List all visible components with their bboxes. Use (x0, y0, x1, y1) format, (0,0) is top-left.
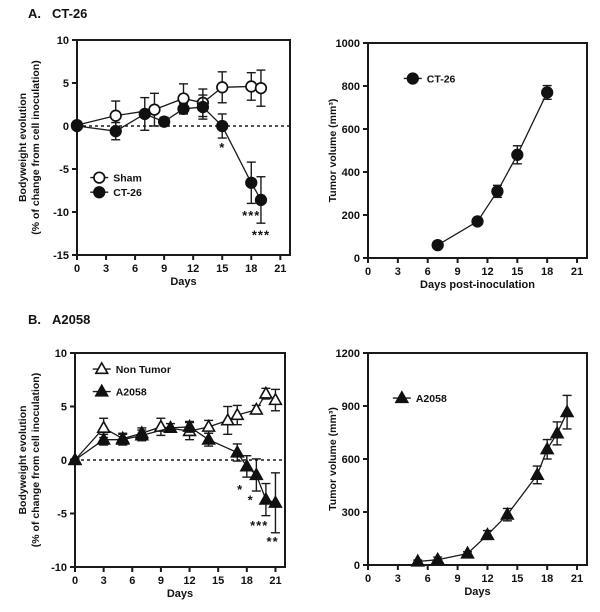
x-tick-label: 12 (481, 573, 494, 585)
data-point-ct-26-filled-circle-marker (512, 150, 523, 161)
x-tick-label: 15 (511, 266, 524, 278)
y-tick-label: 0 (353, 253, 360, 265)
x-axis-title: Days post-inoculation (420, 279, 535, 291)
legend-label: A2058 (115, 386, 147, 399)
data-point-a2058-filled-triangle-marker (260, 493, 272, 504)
x-axis (74, 255, 287, 275)
y-tick-label: 900 (341, 401, 360, 413)
series-ct-26 (432, 86, 552, 251)
data-point-ct-26-filled-circle-marker (72, 121, 83, 132)
y-tick-label: -15 (53, 250, 69, 262)
x-tick-label: 21 (570, 573, 584, 585)
data-point-a2058-filled-triangle-marker (531, 469, 543, 480)
significance-asterisks: * (247, 492, 254, 508)
significance-asterisks: *** (251, 227, 271, 243)
x-tick-label: 6 (424, 266, 431, 278)
y-axis-title: (% of change from cell inoculation) (30, 372, 42, 548)
x-tick-label: 12 (183, 575, 196, 587)
legend-label: A2058 (415, 392, 447, 405)
chart-a2058-bodyweight (0, 306, 300, 612)
x-tick-label: 15 (212, 575, 225, 587)
y-tick-label: 1200 (335, 348, 360, 360)
series-a2058 (412, 392, 573, 565)
legend-open-triangle-marker (96, 363, 108, 374)
data-point-a2058-filled-triangle-marker (561, 406, 573, 417)
x-tick-label: 3 (102, 263, 110, 275)
y-tick-label: -5 (57, 508, 67, 521)
y-tick-label: 600 (341, 124, 360, 136)
x-tick-label: 18 (541, 266, 554, 278)
y-tick-label: -5 (59, 164, 69, 176)
x-tick-label: 15 (216, 263, 229, 275)
data-point-a2058-filled-triangle-marker (231, 446, 243, 457)
x-tick-label: 21 (570, 266, 584, 278)
data-point-sham-open-circle-marker (246, 81, 257, 92)
data-point-a2058-filled-triangle-marker (203, 433, 215, 444)
legend-filled-circle-marker (94, 187, 105, 198)
data-point-ct-26-filled-circle-marker (198, 102, 209, 113)
chart-ct26-bodyweight (0, 0, 300, 306)
data-point-a2058-filled-triangle-marker (551, 427, 563, 438)
data-point-sham-open-circle-marker (178, 93, 189, 104)
significance-asterisks: *** (242, 207, 261, 223)
x-axis (365, 258, 583, 278)
plot-frame (368, 353, 587, 565)
y-tick-label: 10 (56, 35, 69, 47)
panel-a-label: A. (28, 6, 41, 21)
x-tick-label: 0 (364, 266, 372, 278)
data-point-ct-26-filled-circle-marker (178, 104, 189, 115)
x-tick-label: 21 (269, 575, 282, 587)
panel-a-title: CT-26 (52, 6, 88, 21)
significance-asterisks: *** (250, 518, 269, 534)
y-tick-label: -10 (53, 207, 69, 219)
legend-item-a2058 (93, 385, 147, 398)
series-a2058 (69, 421, 281, 533)
y-tick-label: 600 (341, 454, 360, 466)
chart-a2058-tumor-volume (300, 306, 600, 612)
series-line-ct-26 (438, 92, 548, 245)
panel-b-title: A2058 (52, 312, 91, 327)
x-tick-label: 9 (454, 266, 461, 278)
legend-item-a2058 (393, 392, 447, 405)
data-point-a2058-filled-triangle-marker (98, 433, 110, 444)
x-tick-label: 12 (187, 263, 200, 275)
x-tick-label: 3 (394, 573, 401, 585)
y-tick-label: 5 (62, 78, 69, 90)
data-point-ct-26-filled-circle-marker (139, 109, 150, 120)
x-axis-title: Days (170, 276, 197, 288)
x-axis-title: Days (166, 588, 194, 600)
series-ct-26 (72, 95, 267, 223)
legend-filled-triangle-marker (96, 385, 108, 396)
x-tick-label: 21 (274, 263, 287, 275)
data-point-ct-26-filled-circle-marker (246, 177, 257, 188)
y-axis-title: Tumor volume (mm³) (327, 407, 339, 511)
data-point-ct-26-filled-circle-marker (542, 87, 553, 98)
data-point-sham-open-circle-marker (256, 83, 267, 94)
x-tick-label: 3 (100, 575, 107, 587)
y-axis (53, 35, 77, 262)
y-axis-title: Tumor volume (mm³) (327, 98, 339, 203)
data-point-sham-open-circle-marker (217, 82, 228, 93)
legend-filled-triangle-marker (396, 392, 408, 403)
x-axis-title: Days (464, 586, 491, 598)
x-tick-label: 0 (364, 573, 372, 585)
data-point-ct-26-filled-circle-marker (159, 116, 170, 127)
y-axis (336, 348, 368, 572)
significance-asterisks: * (219, 139, 226, 155)
y-axis-title: Bodyweight evolution (17, 92, 29, 203)
y-tick-label: 300 (341, 507, 360, 519)
significance-asterisks: * (237, 481, 244, 497)
y-tick-label: 200 (341, 210, 360, 222)
x-tick-label: 6 (129, 575, 136, 587)
legend-filled-circle-marker (407, 73, 418, 84)
x-axis (365, 565, 583, 585)
legend-item-sham (90, 172, 142, 184)
y-tick-label: 0 (353, 560, 360, 572)
legend-open-circle-marker (94, 172, 105, 183)
x-tick-label: 0 (73, 263, 81, 275)
y-tick-label: 10 (54, 348, 67, 360)
y-axis (336, 38, 368, 265)
data-point-a2058-filled-triangle-marker (541, 443, 553, 454)
y-tick-label: 5 (60, 401, 67, 414)
x-tick-label: 6 (132, 263, 139, 275)
panel-b-label: B. (28, 312, 41, 327)
x-tick-label: 3 (394, 266, 401, 278)
data-point-non-tumor-open-triangle-marker (270, 394, 282, 405)
x-tick-label: 15 (511, 573, 524, 585)
data-point-ct-26-filled-circle-marker (492, 186, 503, 197)
data-point-sham-open-circle-marker (110, 110, 121, 121)
y-tick-label: 400 (341, 167, 360, 179)
data-point-ct-26-filled-circle-marker (110, 126, 121, 137)
x-tick-label: 9 (454, 573, 461, 585)
legend-item-ct-26 (90, 187, 142, 199)
x-tick-label: 12 (481, 266, 494, 278)
data-point-a2058-filled-triangle-marker (241, 460, 253, 471)
legend-item-non-tumor (93, 363, 171, 376)
y-tick-label: 1000 (335, 38, 360, 50)
x-tick-label: 18 (245, 263, 258, 275)
y-axis-title: Bodyweight evolution (17, 405, 29, 515)
x-axis (72, 567, 282, 587)
legend-label: CT-26 (113, 187, 142, 200)
legend-label: CT-26 (426, 73, 456, 86)
significance-asterisks: ** (266, 534, 279, 550)
x-tick-label: 9 (161, 263, 168, 275)
legend-item-ct-26 (404, 73, 456, 85)
y-tick-label: 0 (62, 121, 69, 133)
x-tick-label: 18 (541, 573, 554, 585)
data-point-non-tumor-open-triangle-marker (98, 422, 110, 433)
x-tick-label: 9 (157, 575, 164, 587)
data-point-ct-26-filled-circle-marker (472, 216, 483, 227)
series-non-tumor (69, 387, 281, 464)
data-point-ct-26-filled-circle-marker (217, 121, 228, 132)
y-axis-title: (% of change from cell inoculation) (30, 60, 42, 235)
legend-label: Sham (113, 172, 142, 185)
data-point-ct-26-filled-circle-marker (432, 240, 443, 251)
x-tick-label: 0 (71, 575, 79, 587)
y-tick-label: 0 (60, 455, 67, 467)
data-point-ct-26-filled-circle-marker (256, 195, 267, 206)
y-tick-label: -10 (51, 562, 67, 574)
x-tick-label: 6 (424, 573, 431, 585)
x-tick-label: 18 (240, 575, 253, 587)
legend-label: Non Tumor (115, 363, 171, 376)
y-tick-label: 800 (341, 81, 360, 93)
chart-ct26-tumor-volume (300, 0, 600, 306)
data-point-non-tumor-open-triangle-marker (260, 387, 272, 398)
